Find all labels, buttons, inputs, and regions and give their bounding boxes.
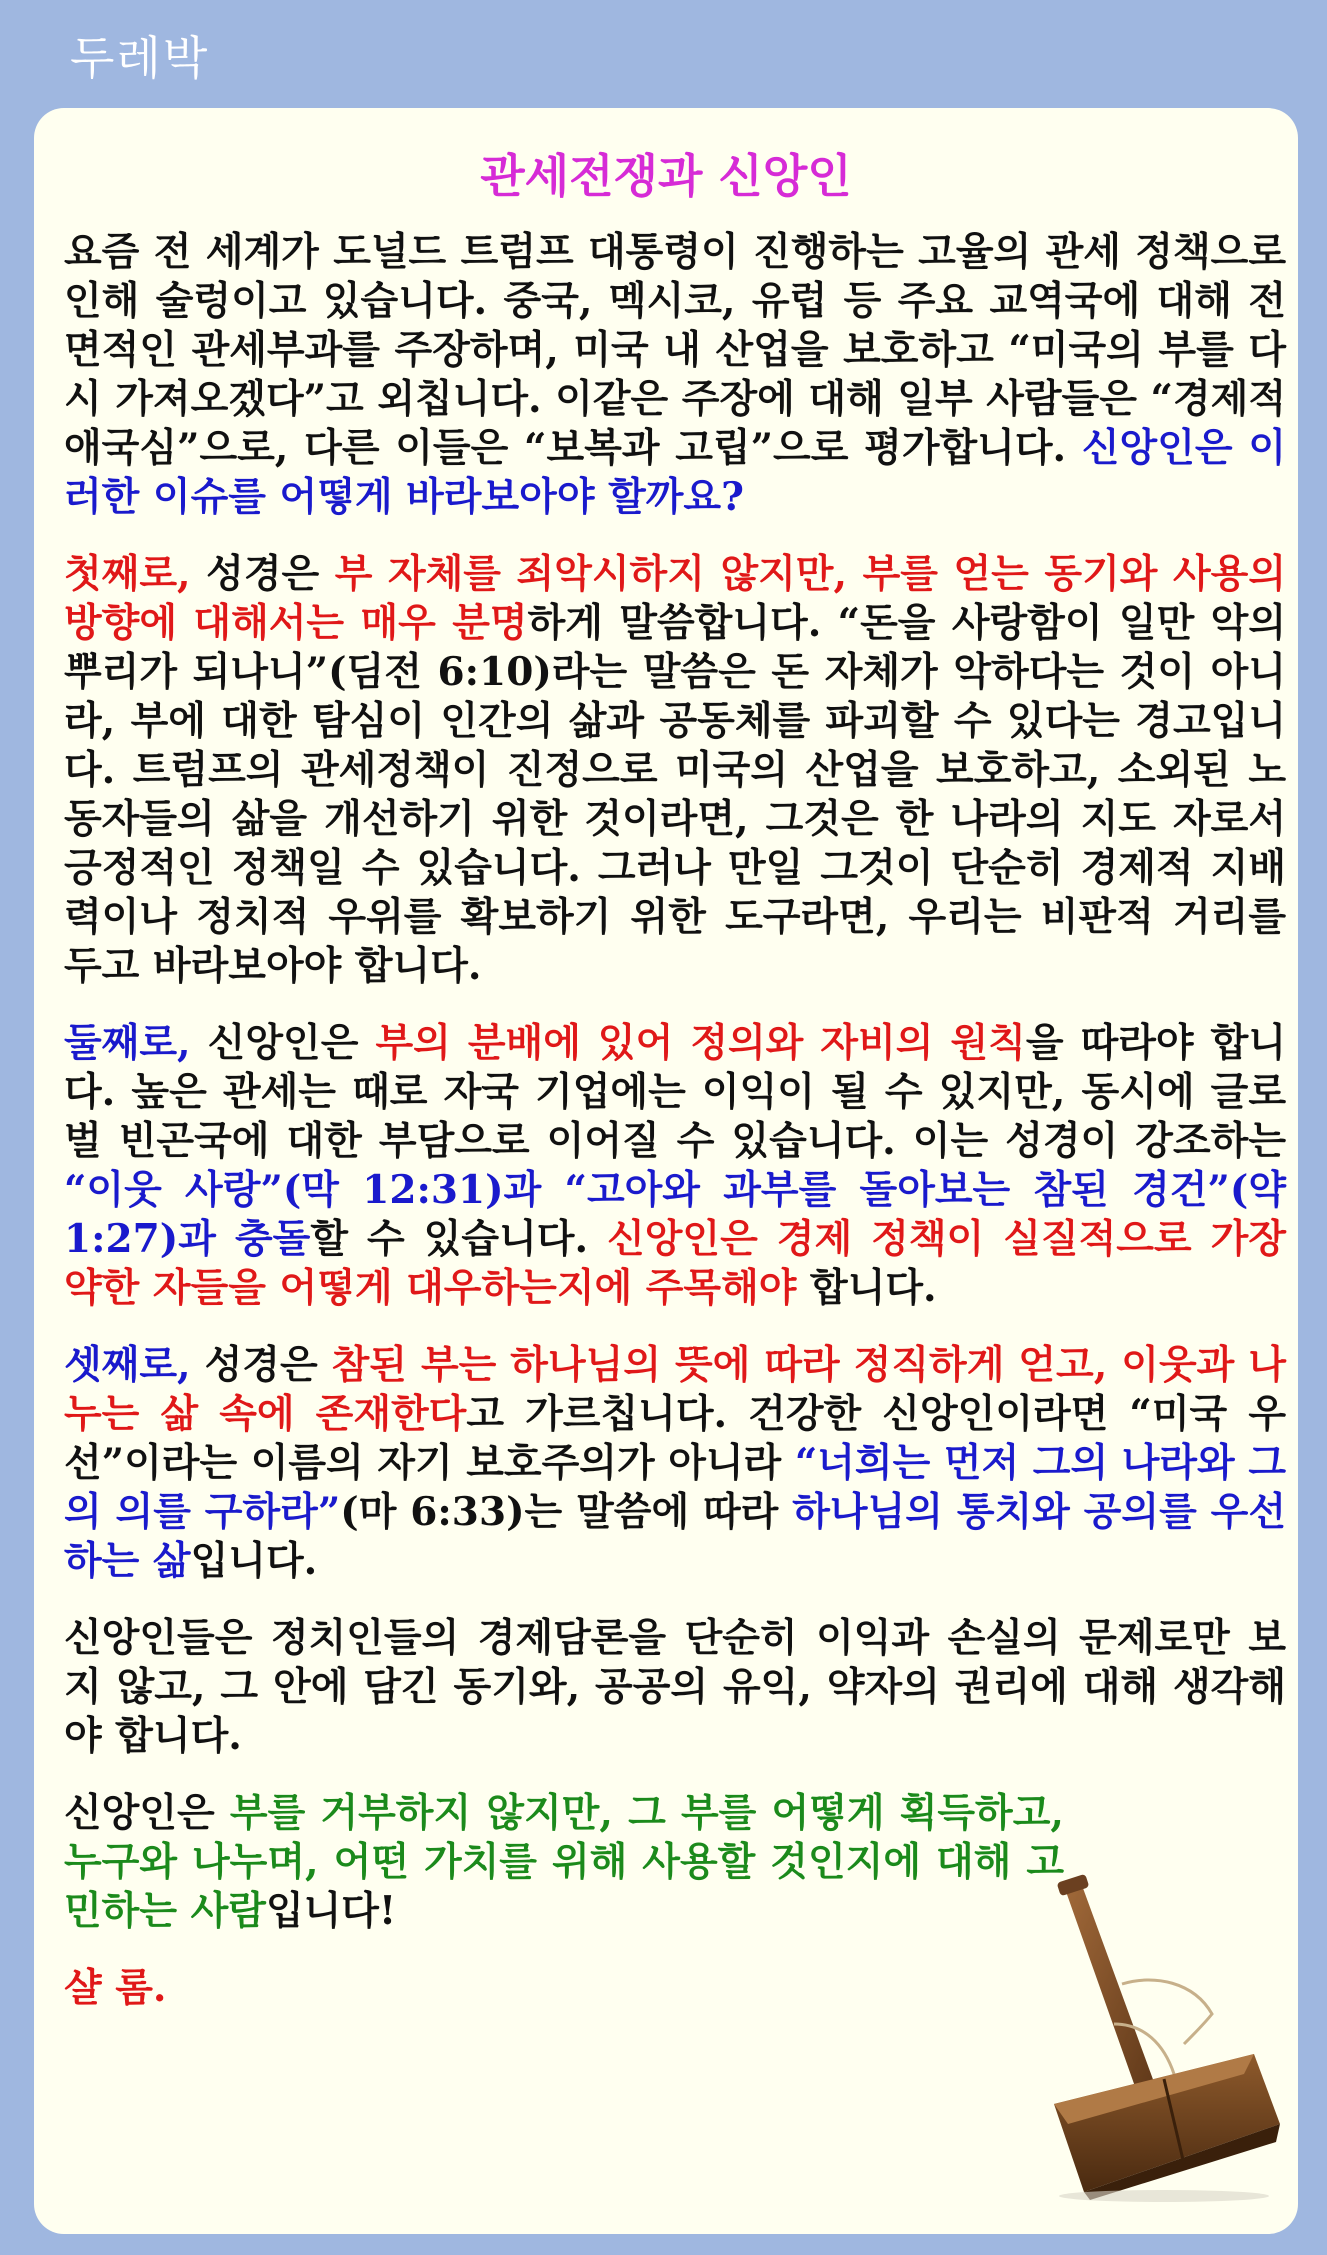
third-text-4: 입니다. [190,1538,318,1584]
second-label: 둘째로, [64,1020,191,1066]
conclusion-highlight: 부를 거부하지 않지만, 그 부를 어떻게 획득하고, 누구와 나누며, 어떤 가치를 위해 사용할 것인지에 대해 고민하는 사람 [64,1790,1064,1934]
third-highlight-2: “너희는 먼저 그의 나라와 그의 의를 구하라” [64,1440,1286,1535]
closing-greeting: 샬 롬. [64,1965,167,2011]
second-text-4: 합니다. [796,1265,937,1311]
paragraph-conclusion [64,1789,1064,1936]
first-highlight: 부 자체를 죄악시하지 않지만, 부를 얻는 동기와 사용의 방향에 대해서는 매우 분명 [64,551,1286,646]
content-card [34,108,1298,2234]
intro-question: 신앙인은 이러한 이슈를 어떻게 바라보아야 할까요? [64,425,1287,520]
second-text-1: 신앙인은 [190,1020,376,1066]
second-text-3: 할 수 있습니다. [310,1216,608,1262]
wooden-bucket-icon [1044,1874,1284,2204]
conclusion-text-2: 입니다! [265,1888,397,1934]
second-highlight-1: 부의 분배에 있어 정의와 자비의 원칙 [375,1020,1026,1066]
third-label: 셋째로, [64,1342,191,1388]
first-text-2: 하게 말씀합니다. “돈을 사랑함이 일만 악의 뿌리가 되나니”(딤전 6:10)라는 말씀은 돈 자체가 악하다는 것이 아니라, 부에 대한 탐심이 인간의 삶과 공동체를 파괴할 수 있다는 경고입니다. 트럼프의 관세정책이 진정으로 미국의 산업을 보호하고, 소외된 노동자들의 삶을 개선하기 위한 것이라면, 그것은 한 나라의 지도 자로서 긍정적인 정책일 수 있습니다. 그러나 만일 그것이 단순히 경제적 지배력이나 정치적 우위를 확보하기 위한 도구라면, 우리는 비판적 거리를 두고 바라보아야 합니다. [64,600,1287,989]
paragraph-first [64,550,1286,991]
article-body [64,228,1286,2041]
third-highlight-3: 하나님의 통치와 공의를 우선하는 삶 [64,1489,1286,1584]
third-text-2: 고 가르칩니다. 건강한 신앙인이라면 “미국 우선”이라는 이름의 자기 보호주의가 아니라 [64,1391,1286,1486]
paragraph-reflection: 신앙인들은 정치인들의 경제담론을 단순히 이익과 손실의 문제로만 보지 않고, 그 안에 담긴 동기와, 공공의 유익, 약자의 권리에 대해 생각해야 합니다. [64,1615,1286,1759]
third-highlight-1: 참된 부는 하나님의 뜻에 따라 정직하게 얻고, 이웃과 나누는 삶 속에 존재한다 [64,1342,1286,1437]
first-label: 첫째로, [64,551,191,597]
third-text-1: 성경은 [190,1342,332,1388]
second-text-2: 을 따라야 합니다. 높은 관세는 때로 자국 기업에는 이익이 될 수 있지만, 동시에 글로벌 빈곤국에 대한 부담으로 이어질 수 있습니다. 이는 성경이 강조하는 [64,1020,1287,1164]
paragraph-second [64,1019,1286,1313]
paragraph-third [64,1341,1286,1586]
second-highlight-3: 신앙인은 경제 정책이 실질적으로 가장 약한 자들을 어떻게 대우하는지에 주목해야 [64,1216,1286,1311]
third-text-3: (마 6:33)는 말씀에 따라 [340,1489,793,1535]
first-text-1: 성경은 [190,551,335,597]
page-title: 관세전쟁과 신앙인 [480,149,852,203]
brand-label: 두레박 [70,31,210,85]
paragraph-intro [64,228,1286,522]
second-highlight-2: “이웃 사랑”(막 12:31)과 “고아와 과부를 돌아보는 참된 경건”(약 1:27)과 충돌 [64,1167,1286,1262]
intro-text: 요즘 전 세계가 도널드 트럼프 대통령이 진행하는 고율의 관세 정책으로 인해 술렁이고 있습니다. 중국, 멕시코, 유럽 등 주요 교역국에 대해 전면적인 관세부과를 주장하며, 미국 내 산업을 보호하고 “미국의 부를 다시 가져오겠다”고 외칩니다. 이같은 주장에 대해 일부 사람들은 “경제적 애국심”으로, 다른 이들은 “보복과 고립”으로 평가합니다. [64,229,1286,471]
conclusion-text-1: 신앙인은 [64,1790,230,1836]
